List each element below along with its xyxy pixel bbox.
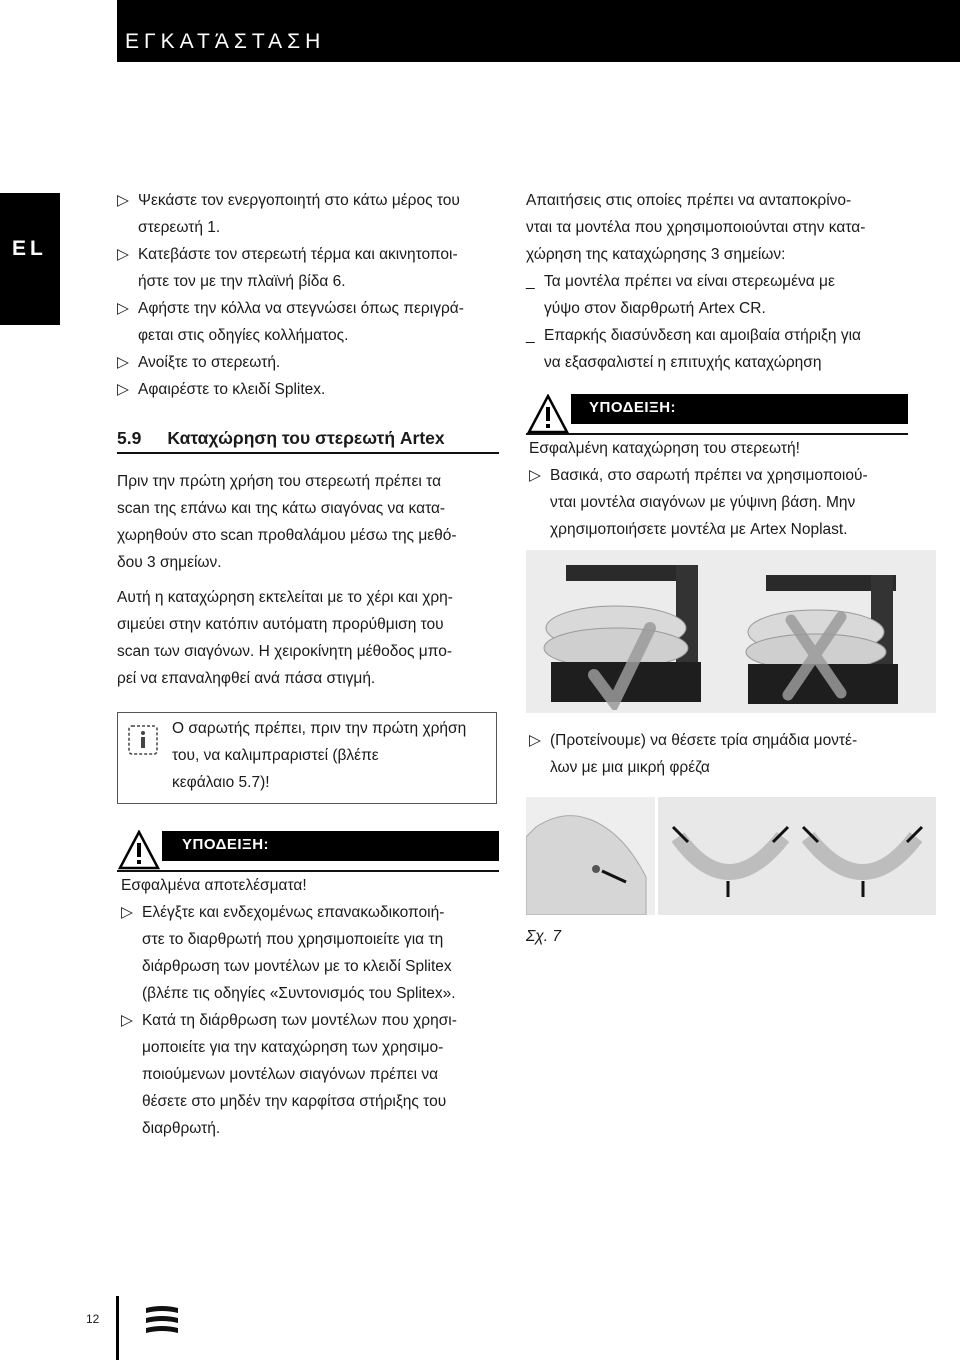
list-item: ▷ Βασικά, στο σαρωτή πρέπει να χρησιμοποιού- νται μοντέλα σιαγόνων με γύψινη βάση. Μην χρησιμοποιήσετε μοντέλα με Artex Noplast. <box>529 462 939 543</box>
dash-marker: _ <box>526 273 535 290</box>
footer-divider <box>116 1296 119 1360</box>
bullet-marker: ▷ <box>117 354 129 371</box>
warning-body <box>529 435 939 543</box>
bullet-marker: ▷ <box>117 192 129 209</box>
bullet-marker: ▷ <box>529 732 541 749</box>
model-closeup-illustration <box>526 797 655 915</box>
bullet-marker: ▷ <box>529 467 541 484</box>
warning-label: ΥΠΟΔΕΙΞΗ: <box>182 836 270 853</box>
jaw-models-illustration <box>658 797 936 915</box>
paragraph-registration: Αυτή η καταχώρηση εκτελείται με το χέρι και χρη- σιμεύει στην κατόπιν αυτόματη προρύθμιση του scan των σιαγόνων. Η χειροκίνητη μέθοδος μπο- ρεί να επαναληφθεί ανά πάσα στιγμή. <box>117 589 453 687</box>
page-title: ΕΓΚΑΤΆΣΤΑΣΗ <box>125 30 326 53</box>
section-title: Καταχώρηση του στερεωτή Artex <box>167 428 445 448</box>
list-item: ▷ Αφαιρέστε το κλειδί Splitex. <box>117 376 507 403</box>
list-item: ▷ Κατεβάστε τον στερεωτή τέρμα και ακινητοποι- ήστε τον με την πλαϊνή βίδα 6. <box>117 241 507 295</box>
warning-icon <box>118 830 160 870</box>
bullet-marker: ▷ <box>117 300 129 317</box>
list-item: ▷ Ελέγξτε και ενδεχομένως επανακωδικοποιή- στε το διαρθρωτή που χρησιμοποιείτε για τη διάρθρωση των μοντέλων με το κλειδί Splitex (βλέπε τις οδηγίες «Συντονισμός του Splitex». <box>121 899 511 1007</box>
info-note: Ο σαρωτής πρέπει, πριν την πρώτη χρήση του, να καλιμπραριστεί (βλέπε κεφάλαιο 5.7)! <box>117 712 497 804</box>
language-tab <box>0 193 60 325</box>
dash-marker: _ <box>526 327 535 344</box>
section-number: 5.9 <box>117 428 142 448</box>
brand-logo-icon <box>144 1306 180 1338</box>
section-heading <box>117 428 499 454</box>
bullet-marker: ▷ <box>121 904 133 921</box>
list-item: ▷ Αφήστε την κόλλα να στεγνώσει όπως περιγρά- φεται στις οδηγίες κολλήματος. <box>117 295 507 349</box>
warning-subtitle: Εσφαλμένη καταχώρηση του στερεωτή! <box>529 440 800 457</box>
bullet-marker: ▷ <box>117 381 129 398</box>
list-item: _ Τα μοντέλα πρέπει να είναι στερεωμένα με γύψο στον διαρθρωτή Artex CR. <box>526 268 946 322</box>
list-item: ▷ Κατά τη διάρθρωση των μοντέλων που χρησι- μοποιείτε για την καταχώρηση των χρησιμο- ποιούμενων μοντέλων σιαγόνων πρέπει να θέσετε στο μηδέν την καρφίτσα στήριξης του διαρθρωτή. <box>121 1007 511 1142</box>
list-item: ▷ Ανοίξτε το στερεωτή. <box>117 349 507 376</box>
list-item: ▷ Ψεκάστε τον ενεργοποιητή στο κάτω μέρος του στερεωτή 1. <box>117 187 507 241</box>
bullet-marks <box>529 727 929 781</box>
warning-body <box>121 872 511 1142</box>
list-item: ▷ (Προτείνουμε) να θέσετε τρία σημάδια μοντέ- λων με μια μικρή φρέζα <box>529 727 929 781</box>
header-bar <box>117 0 960 62</box>
checkmark-icon <box>586 620 656 710</box>
paragraph-intro: Πριν την πρώτη χρήση του στερεωτή πρέπει τα scan της επάνω και της κάτω σιαγόνας να κατα- χωρηθούν στο scan προθαλάμου μέσω της μεθό- δου 3 σημείων. <box>117 473 457 571</box>
cross-icon <box>776 605 856 705</box>
warning-header <box>162 831 499 861</box>
bullet-marker: ▷ <box>117 246 129 263</box>
model-mark-closeup-photo <box>526 797 655 915</box>
jaw-models-photo <box>658 797 936 915</box>
articulator-comparison-photo <box>526 550 936 713</box>
list-item: _ Επαρκής διασύνδεση και αμοιβαία στήριξη για να εξασφαλιστεί η επιτυχής καταχώρηση <box>526 322 946 376</box>
warning-label: ΥΠΟΔΕΙΞΗ: <box>589 399 677 416</box>
warning-header <box>571 394 908 424</box>
bullet-list-top <box>117 187 507 403</box>
requirements-intro: Απαιτήσεις στις οποίες πρέπει να ανταποκρίνο- νται τα μοντέλα που χρησιμοποιούνται στην κατα- χώρηση της καταχώρησης 3 σημείων: _ Τα μοντέλα πρέπει να είναι στερεωμένα με γύψο στον διαρθρωτή Artex CR. _ Επαρκής διασύνδεση και αμοιβαία στήριξη για να εξασφαλιστεί η επιτυχής καταχώρηση <box>526 187 946 376</box>
bullet-marker: ▷ <box>121 1012 133 1029</box>
page-number: 12 <box>86 1312 100 1326</box>
info-icon <box>128 725 158 755</box>
language-code: EL <box>12 237 47 260</box>
warning-subtitle: Εσφαλμένα αποτελέσματα! <box>121 877 307 894</box>
figure-caption: Σχ. 7 <box>526 928 561 945</box>
warning-icon <box>527 394 569 434</box>
